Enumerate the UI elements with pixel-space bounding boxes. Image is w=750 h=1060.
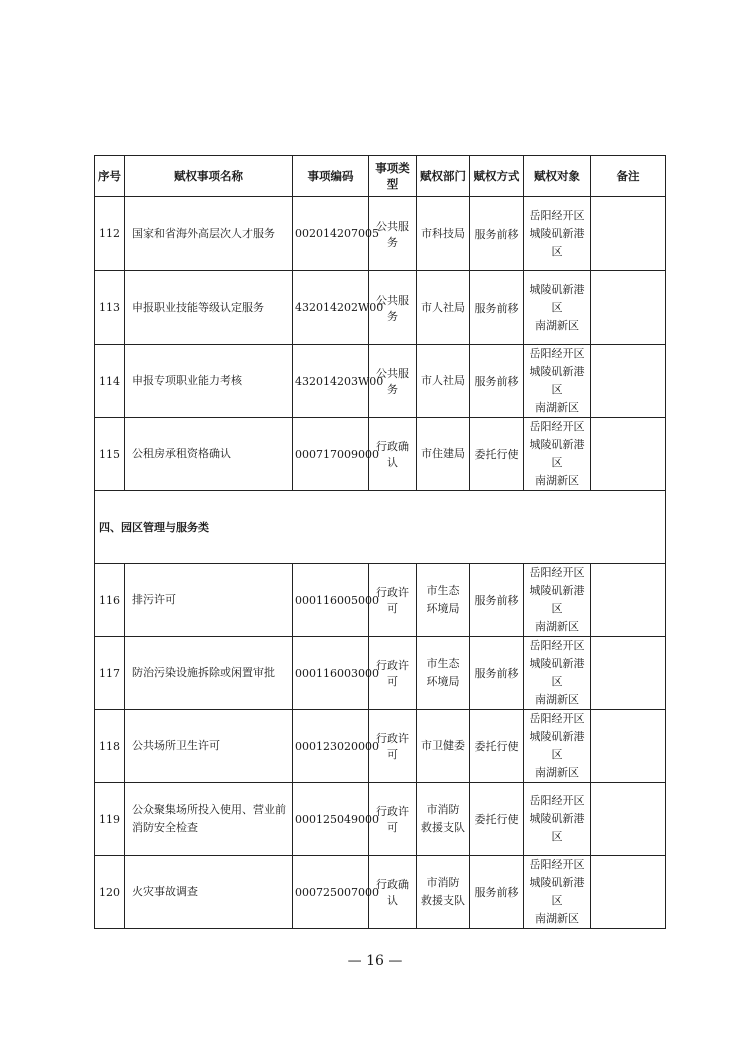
target-line: 岳阳经开区 [529,712,585,725]
page-number: — 16 — [347,953,403,969]
target-line: 南湖新区 [535,620,579,633]
target-line: 南湖新区 [535,912,579,925]
department-line: 市生态 [426,657,460,670]
target-line: 城陵矶新港区 [529,730,585,761]
target-cell [524,418,591,491]
department-line: 市科技局 [421,226,465,240]
method-cell: 服务前移 [470,197,524,271]
item-name-cell: 火灾事故调查 [125,856,293,929]
target-cell [524,856,591,929]
header-item-type: 事项类型 [369,156,417,197]
item-code-cell: 432014202W00 [293,271,369,345]
target-cell [524,783,591,856]
target-line: 岳阳经开区 [529,794,585,807]
method-cell: 服务前移 [470,271,524,345]
target-line: 城陵矶新港区 [529,812,585,843]
table-header-row [95,156,666,197]
target-line: 岳阳经开区 [529,858,585,871]
department-line: 救援支队 [421,894,465,907]
target-line: 城陵矶新港区 [529,438,585,469]
department-cell [417,271,470,345]
target-line: 岳阳经开区 [529,420,585,433]
method-cell: 委托行使 [470,710,524,783]
header-item-code: 事项编码 [293,156,369,197]
header-target: 赋权对象 [524,156,591,197]
remarks-cell [591,637,666,710]
table-body-upper [95,197,666,491]
item-code-cell: 000123020000 [293,710,369,783]
department-cell [417,710,470,783]
target-line: 岳阳经开区 [529,208,585,222]
department-line: 市卫健委 [421,739,465,752]
remarks-cell [591,418,666,491]
target-cell [524,710,591,783]
department-line: 市消防 [426,803,460,816]
target-line: 南湖新区 [535,693,579,706]
department-line: 市生态 [426,584,460,597]
department-cell [417,637,470,710]
items-table [94,155,666,929]
target-line: 南湖新区 [535,401,579,414]
target-line: 岳阳经开区 [529,639,585,652]
target-line: 城陵矶新港区 [529,584,585,615]
item-name-cell: 排污许可 [125,564,293,637]
serial-cell: 113 [95,271,125,345]
item-name-cell: 公租房承租资格确认 [125,418,293,491]
department-cell [417,856,470,929]
serial-cell: 116 [95,564,125,637]
section-row [95,491,666,564]
item-code-cell: 432014203W00 [293,345,369,418]
target-line: 南湖新区 [535,474,579,487]
department-cell [417,345,470,418]
department-cell [417,197,470,271]
serial-cell: 112 [95,197,125,271]
method-cell: 服务前移 [470,856,524,929]
method-cell: 服务前移 [470,637,524,710]
method-cell: 委托行使 [470,783,524,856]
section-title: 四、园区管理与服务类 [95,491,666,564]
department-line: 市消防 [426,876,460,889]
department-line: 救援支队 [421,821,465,834]
target-line: 城陵矶新港区 [529,657,585,688]
table-section [95,491,666,564]
item-code-cell: 000125049000 [293,783,369,856]
target-line: 城陵矶新港区 [529,876,585,907]
item-type-cell: 公共服务 [369,271,417,345]
remarks-cell [591,271,666,345]
target-cell [524,564,591,637]
method-cell: 服务前移 [470,564,524,637]
item-type-cell: 行政许可 [369,710,417,783]
header-method: 赋权方式 [470,156,524,197]
target-cell [524,345,591,418]
target-cell [524,637,591,710]
table-row [95,856,666,929]
serial-cell: 119 [95,783,125,856]
department-line: 市人社局 [421,300,465,314]
target-line: 城陵矶新港区 [529,282,585,314]
target-cell [524,271,591,345]
method-cell: 委托行使 [470,418,524,491]
remarks-cell [591,564,666,637]
target-line: 南湖新区 [535,766,579,779]
serial-cell: 115 [95,418,125,491]
department-line: 市住建局 [421,447,465,460]
item-type-cell: 行政许可 [369,564,417,637]
table-row [95,345,666,418]
header-serial: 序号 [95,156,125,197]
header-remarks: 备注 [591,156,666,197]
item-code-cell: 000717009000 [293,418,369,491]
remarks-cell [591,197,666,271]
department-cell [417,418,470,491]
target-line: 南湖新区 [535,318,579,332]
serial-cell: 117 [95,637,125,710]
target-cell [524,197,591,271]
item-type-cell: 公共服务 [369,197,417,271]
serial-cell: 120 [95,856,125,929]
item-type-cell: 公共服务 [369,345,417,418]
header-department: 赋权部门 [417,156,470,197]
department-line: 市人社局 [421,374,465,387]
target-line: 岳阳经开区 [529,566,585,579]
department-cell [417,783,470,856]
remarks-cell [591,783,666,856]
item-name-cell: 公共场所卫生许可 [125,710,293,783]
table-row [95,637,666,710]
method-cell: 服务前移 [470,345,524,418]
target-line: 城陵矶新港区 [529,365,585,396]
item-type-cell: 行政确认 [369,856,417,929]
serial-cell: 114 [95,345,125,418]
department-line: 环境局 [426,675,460,688]
remarks-cell [591,856,666,929]
department-cell [417,564,470,637]
item-code-cell: 002014207005 [293,197,369,271]
header-item-name: 赋权事项名称 [125,156,293,197]
table-row [95,783,666,856]
item-name-cell: 申报专项职业能力考核 [125,345,293,418]
item-type-cell: 行政许可 [369,783,417,856]
table-row [95,271,666,345]
remarks-cell [591,710,666,783]
department-line: 环境局 [426,602,460,615]
target-line: 岳阳经开区 [529,347,585,360]
item-code-cell: 000725007000 [293,856,369,929]
table-row [95,564,666,637]
item-code-cell: 000116005000 [293,564,369,637]
item-name-cell: 公众聚集场所投入使用、营业前消防安全检查 [125,783,293,856]
table-row [95,710,666,783]
item-name-cell: 防治污染设施拆除或闲置审批 [125,637,293,710]
item-name-cell: 申报职业技能等级认定服务 [125,271,293,345]
serial-cell: 118 [95,710,125,783]
item-type-cell: 行政确认 [369,418,417,491]
table-body-lower [95,564,666,929]
table-row [95,197,666,271]
remarks-cell [591,345,666,418]
table-row [95,418,666,491]
target-line: 城陵矶新港区 [529,226,585,258]
item-code-cell: 000116003000 [293,637,369,710]
item-name-cell: 国家和省海外高层次人才服务 [125,197,293,271]
item-type-cell: 行政许可 [369,637,417,710]
